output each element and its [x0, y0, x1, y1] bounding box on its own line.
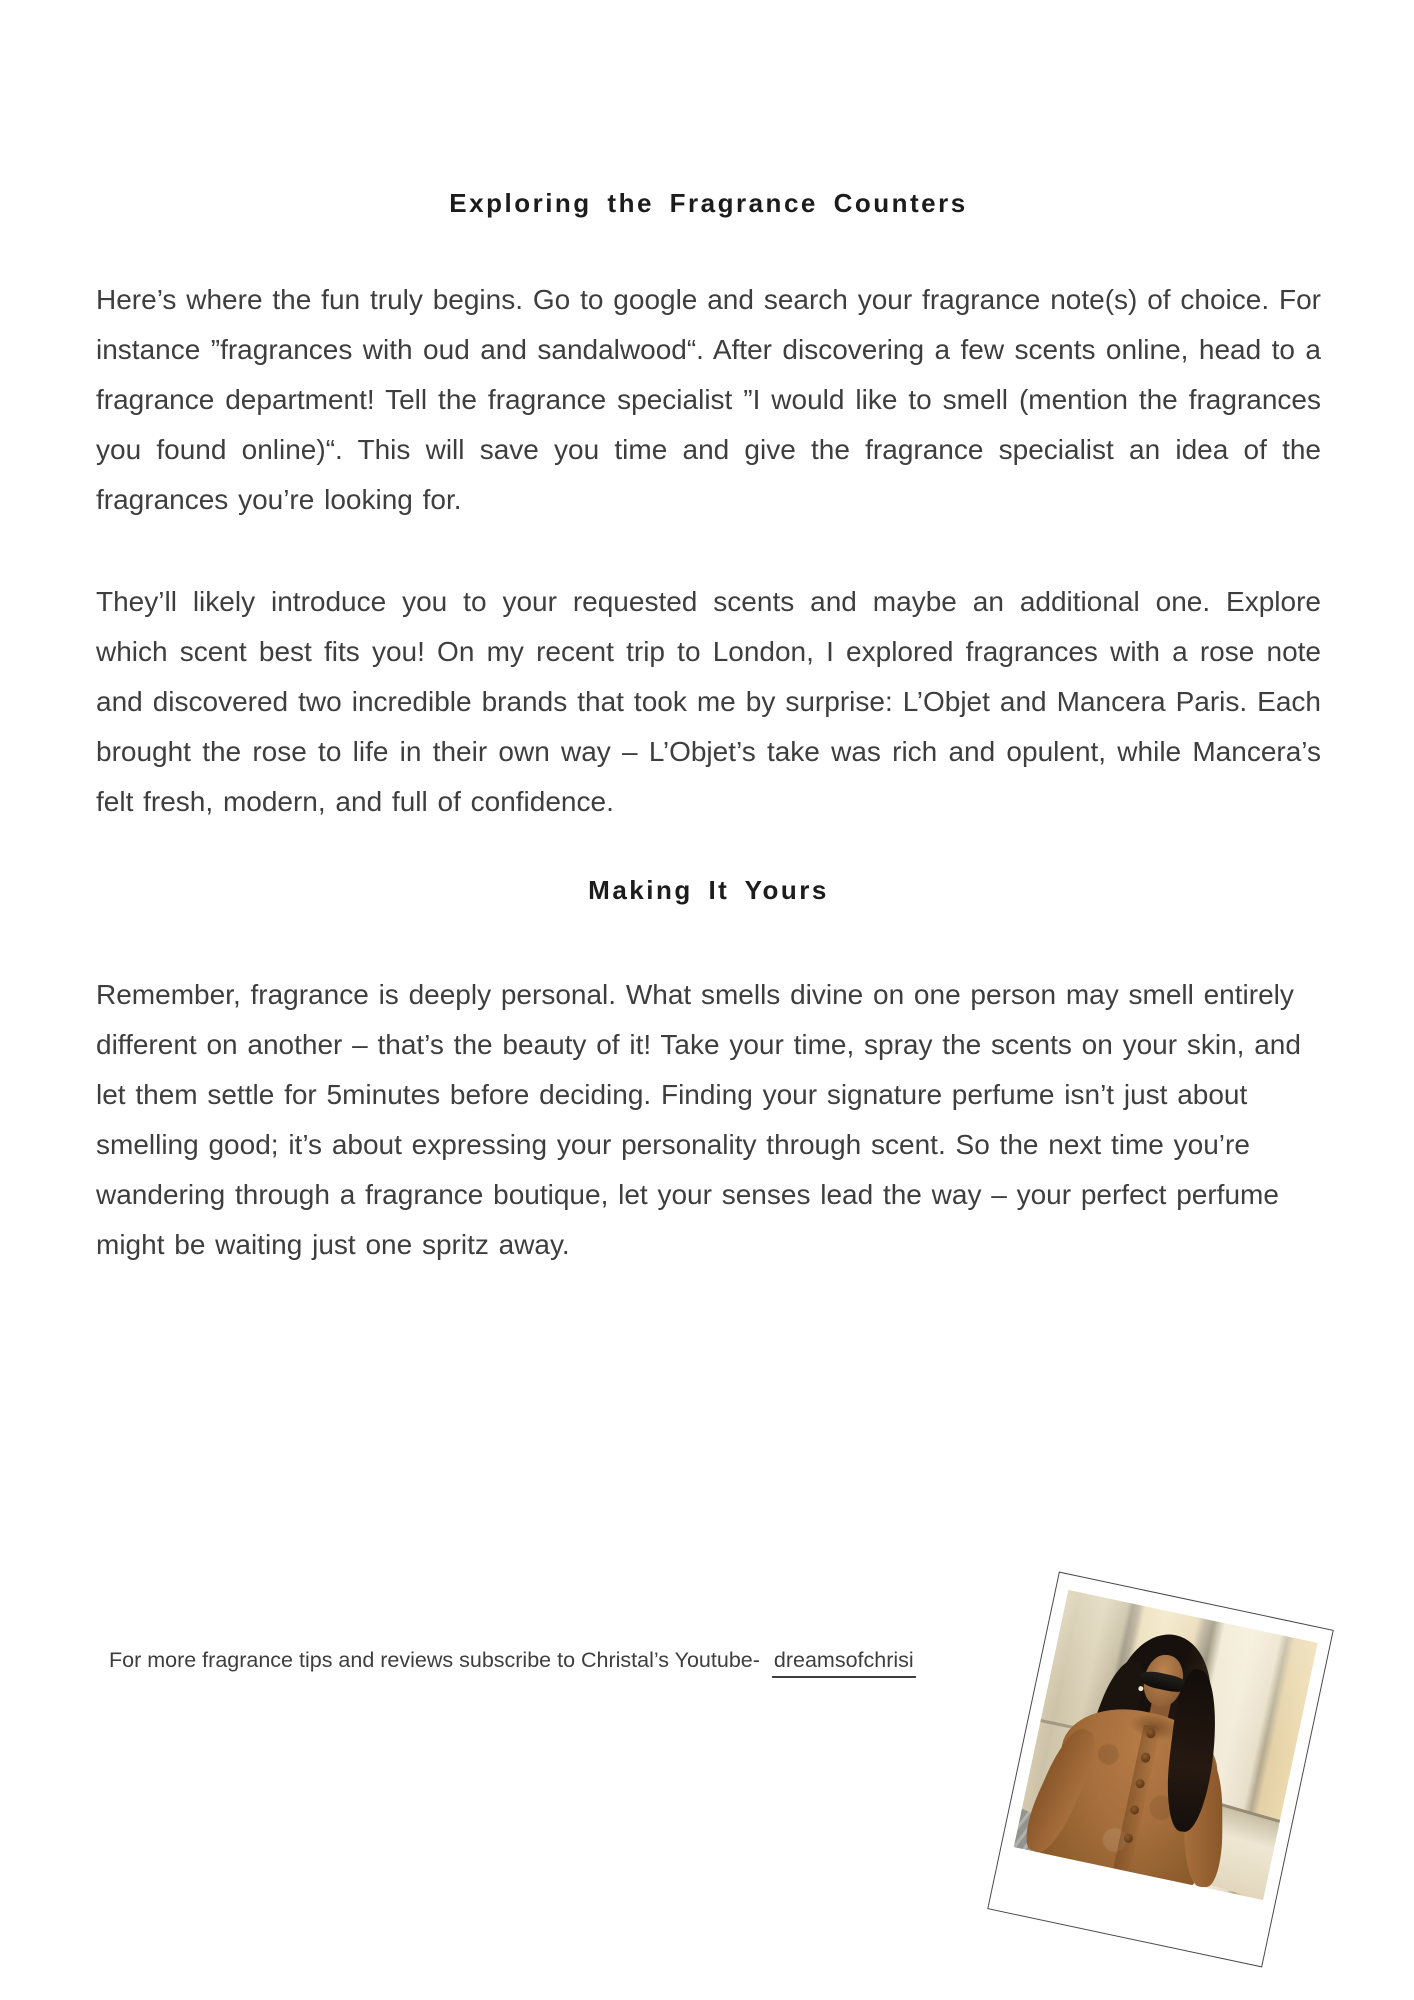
photo-woman-in-suede-coat	[1014, 1590, 1318, 1900]
youtube-channel-link[interactable]: dreamsofchrisi	[772, 1645, 916, 1678]
paragraph-fragrance-counters-2: They’ll likely introduce you to your requested scents and maybe an additional one. Explore which scent best fits you! On my recent trip to London, I explored fragrances with a rose note and discovered two incredible brands that took me by surprise: L’Objet and Mancera Paris. Each brought the rose to life in their own way – L’Objet’s take was rich and opulent, while Mancera’s felt fresh, modern, and full of confidence.	[96, 586, 1321, 817]
paragraph-making-it-yours: Remember, fragrance is deeply personal. What smells divine on one person may smell entirely different on another – that’s the beauty of it! Take your time, spray the scents on your skin, and let them settle for 5minutes before deciding. Finding your signature perfume isn’t just about smelling good; it’s about expressing your personality through scent. So the next time you’re wandering through a fragrance boutique, let your senses lead the way – your perfect perfume might be waiting just one spritz away.	[96, 979, 1301, 1260]
text-column	[96, 0, 1321, 1678]
heading-exploring-the-fragrance-counters: Exploring the Fragrance Counters	[449, 188, 968, 218]
paragraph-fragrance-counters-1: Here’s where the fun truly begins. Go to google and search your fragrance note(s) of choice. For instance ”fragrances with oud and sandalwood“. After discovering a few scents online, head to a fragrance department! Tell the fragrance specialist ”I would like to smell (mention the fragrances you found online)“. This will save you time and give the fragrance specialist an idea of the fragrances you’re looking for.	[96, 284, 1321, 515]
heading-making-it-yours: Making It Yours	[588, 875, 829, 905]
footer-text: For more fragrance tips and reviews subscribe to Christal’s Youtube-	[109, 1648, 760, 1672]
